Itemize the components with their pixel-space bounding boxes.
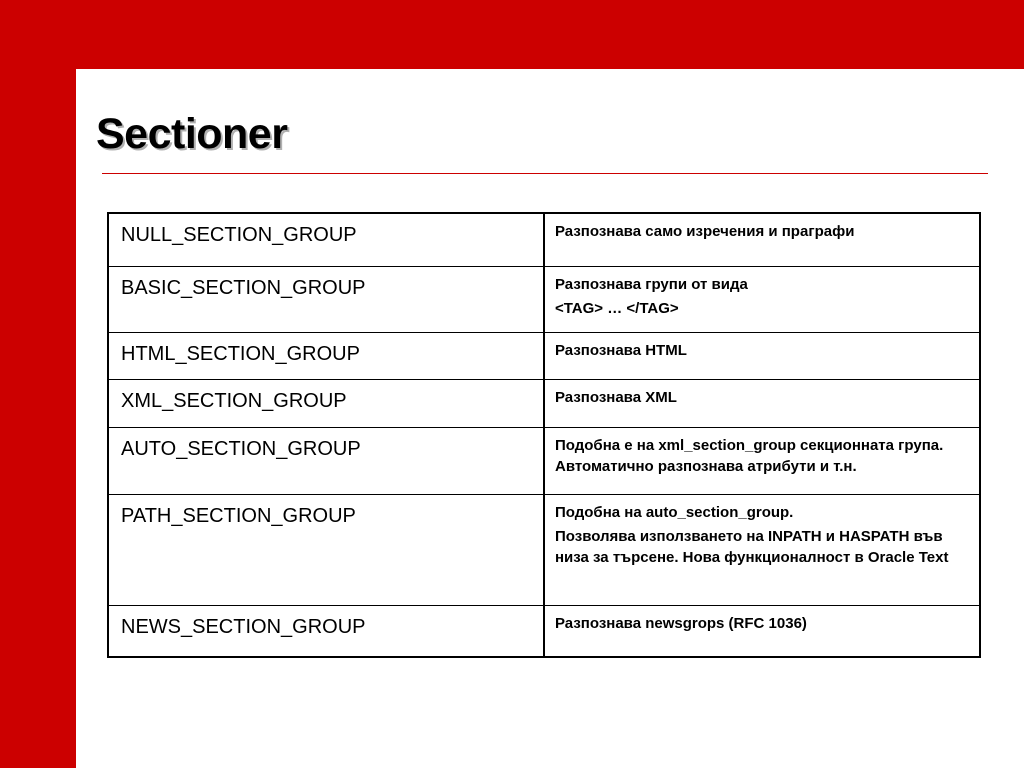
description-line: Разпознава групи от вида	[555, 275, 748, 293]
description-line: Подобна е на xml_section_group секционната група. Автоматично разпознава атрибути и т.н.	[555, 436, 944, 475]
left-accent-bar	[0, 0, 76, 768]
table-row	[108, 379, 980, 427]
section-group-name: PATH_SECTION_GROUP	[108, 494, 544, 605]
description-line: Разпознава само изречения и праграфи	[555, 223, 855, 240]
top-accent-bar	[0, 0, 1024, 69]
section-group-description	[544, 379, 980, 427]
table-row	[108, 605, 980, 657]
section-group-description	[544, 332, 980, 379]
section-group-description	[544, 266, 980, 332]
slide-title: Sectioner	[96, 110, 288, 158]
table-row	[108, 494, 980, 605]
description-line: Разпознава newsgrops (RFC 1036)	[555, 614, 807, 632]
description-line: Разпознава XML	[555, 388, 677, 406]
table-row	[108, 213, 980, 266]
description-line: <TAG> … </TAG>	[555, 299, 679, 317]
section-group-name: HTML_SECTION_GROUP	[108, 332, 544, 379]
section-group-description	[544, 494, 980, 605]
table-row	[108, 266, 980, 332]
section-group-description	[544, 427, 980, 494]
description-line: Позволява използването на INPATH и HASPATH във низа за търсене. Нова функционалност в Oracle Text	[555, 527, 949, 566]
section-group-name: BASIC_SECTION_GROUP	[108, 266, 544, 332]
section-group-name: AUTO_SECTION_GROUP	[108, 427, 544, 494]
description-line: Разпознава HTML	[555, 341, 687, 359]
section-group-description	[544, 605, 980, 657]
section-group-name: XML_SECTION_GROUP	[108, 379, 544, 427]
section-group-name: NEWS_SECTION_GROUP	[108, 605, 544, 657]
section-group-name: NULL_SECTION_GROUP	[108, 213, 544, 266]
section-group-description	[544, 213, 980, 266]
section-groups-table	[107, 212, 981, 658]
table-row	[108, 332, 980, 379]
table-row	[108, 427, 980, 494]
title-divider	[102, 173, 988, 174]
description-line: Подобна на auto_section_group.	[555, 503, 794, 521]
